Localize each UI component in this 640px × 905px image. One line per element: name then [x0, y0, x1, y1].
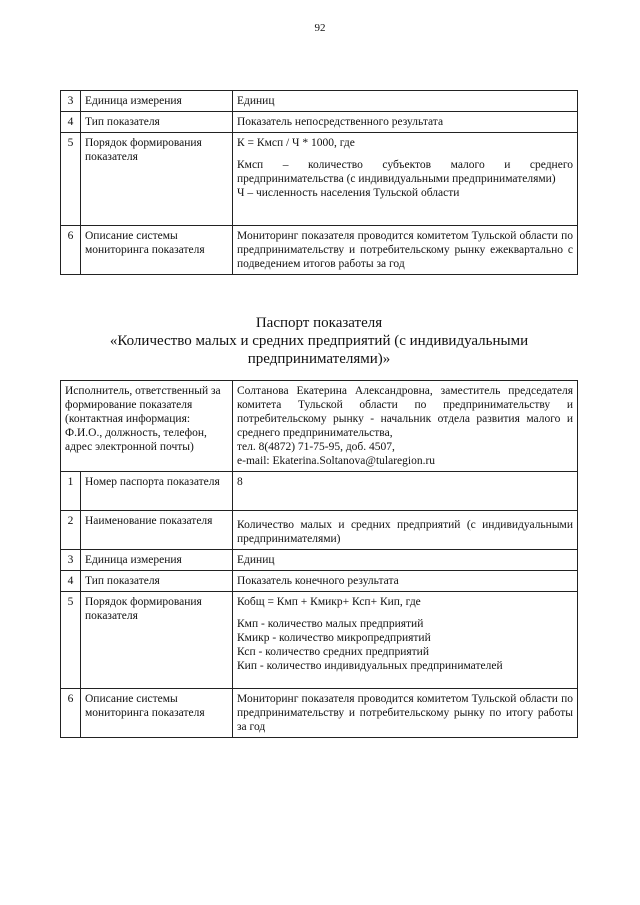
definition: Кип - количество индивидуальных предпринимателей [237, 660, 503, 672]
row-number: 3 [61, 91, 81, 112]
row-label: Номер паспорта показателя [81, 472, 233, 511]
row-number: 3 [61, 550, 81, 571]
table-row [61, 689, 578, 738]
row-value: Показатель конечного результата [233, 571, 578, 592]
row-number: 2 [61, 511, 81, 550]
row-number: 6 [61, 689, 81, 738]
table-row [61, 133, 578, 226]
row-value: Мониторинг показателя проводится комитетом Тульской области по предпринимательству и потребительскому рынку ежеквартально с подведением итогов работы за год [233, 226, 578, 275]
row-value: Мониторинг показателя проводится комитетом Тульской области по предпринимательству и потребительскому рынку по итогу работы за год [233, 689, 578, 738]
executor-value [233, 381, 578, 472]
table-row [61, 472, 578, 511]
definition: Кмсп – количество субъектов малого и среднего предпринимательства (с индивидуальными предпринимателями) [237, 159, 573, 185]
row-label: Единица измерения [81, 550, 233, 571]
definition: Ч – численность населения Тульской области [237, 187, 460, 199]
row-number: 4 [61, 112, 81, 133]
formula: К = Кмсп / Ч * 1000, где [237, 137, 355, 149]
title-line: Паспорт показателя [255, 315, 383, 331]
row-label: Единица измерения [81, 91, 233, 112]
title-line: «Количество малых и средних предприятий (с индивидуальными [109, 333, 529, 349]
definition: Кмп - количество малых предприятий [237, 618, 424, 630]
row-label: Порядок формирования показателя [81, 133, 233, 226]
table-row [61, 112, 578, 133]
title-line: предпринимателями)» [247, 351, 391, 367]
row-number: 4 [61, 571, 81, 592]
definition: Ксп - количество средних предприятий [237, 646, 429, 658]
row-label: Тип показателя [81, 571, 233, 592]
row-number: 1 [61, 472, 81, 511]
table-row [61, 511, 578, 550]
indicator-passport-table [60, 380, 578, 738]
table-row [61, 226, 578, 275]
row-label: Тип показателя [81, 112, 233, 133]
row-value [233, 133, 578, 226]
definition: Кмикр - количество микропредприятий [237, 632, 431, 644]
row-number: 6 [61, 226, 81, 275]
row-label: Наименование показателя [81, 511, 233, 550]
row-number: 5 [61, 592, 81, 689]
executor-info: Солтанова Екатерина Александровна, заместитель председателя комитета Тульской области по предпринимательству и потребительскому рынку - начальник отдела развития малого и среднего предпринимательства, [237, 385, 573, 439]
executor-email: e-mail: Ekaterina.Soltanova@tularegion.ru [237, 455, 436, 467]
row-value: Показатель непосредственного результата [233, 112, 578, 133]
page-number: 92 [314, 22, 326, 34]
row-label: Порядок формирования показателя [81, 592, 233, 689]
row-value: Количество малых и средних предприятий (с индивидуальными предпринимателями) [233, 511, 578, 550]
formula: Кобщ = Кмп + Кмикр+ Ксп+ Кип, где [237, 596, 421, 608]
row-value [233, 592, 578, 689]
executor-label: Исполнитель, ответственный за формирование показателя (контактная информация: Ф.И.О., должность, телефон, адрес электронной почты) [61, 381, 233, 472]
executor-phone: тел. 8(4872) 71-75-95, доб. 4507, [237, 441, 395, 453]
row-label: Описание системы мониторинга показателя [81, 689, 233, 738]
row-value: 8 [233, 472, 578, 511]
table-row [61, 571, 578, 592]
table-row [61, 550, 578, 571]
row-value: Единиц [233, 550, 578, 571]
indicator-table-continuation [60, 90, 578, 275]
table-row [61, 592, 578, 689]
passport-title [60, 314, 578, 368]
row-value: Единиц [233, 91, 578, 112]
table-row [61, 381, 578, 472]
table-row [61, 91, 578, 112]
row-label: Описание системы мониторинга показателя [81, 226, 233, 275]
row-number: 5 [61, 133, 81, 226]
